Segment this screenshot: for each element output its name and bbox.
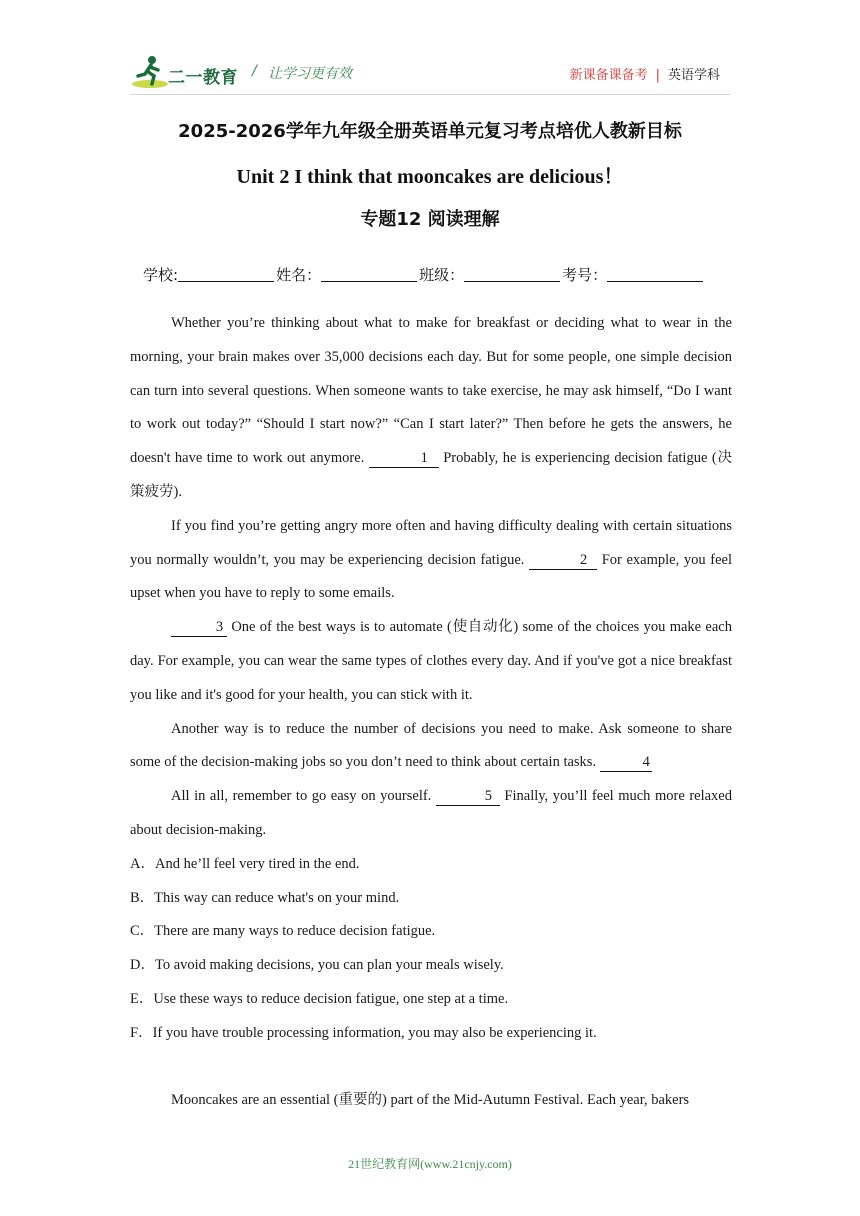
blank-1[interactable]: 1 <box>369 449 439 468</box>
option-a: A．And he’ll feel very tired in the end. <box>130 855 360 872</box>
header-course-label: 新课备课备考 <box>569 68 648 83</box>
section-gap <box>130 1051 732 1085</box>
runner-logo-icon <box>130 54 170 90</box>
blank-4[interactable]: 4 <box>600 753 652 772</box>
option-f: F．If you have trouble processing information, you may also be experiencing it. <box>130 1024 597 1041</box>
passage1-paragraph-3: 3 One of the best ways is to automate (使自动化) some of the choices you make each day. For example, you can wear the same types of clothes every day. And if you've got a nice breakfast you like and it's good for your health, you can stick with it. <box>130 619 732 703</box>
logo-text: 二一教育 <box>168 68 238 88</box>
slogan-divider: / <box>252 63 257 79</box>
passage1-paragraph-5: All in all, remember to go easy on yourself. 5 Finally, you’ll feel much more relaxed about decision-making. <box>130 788 732 838</box>
blank-2[interactable]: 2 <box>529 551 597 570</box>
class-label: 班级： <box>419 266 465 284</box>
header-subject: 英语学科 <box>667 68 720 83</box>
option-e: E．Use these ways to reduce decision fatigue, one step at a time. <box>130 990 509 1007</box>
unit-title: Unit 2 I think that mooncakes are delicious！ <box>236 166 624 188</box>
page-header <box>130 54 730 94</box>
blank-5[interactable]: 5 <box>436 787 500 806</box>
header-separator: | <box>655 68 660 83</box>
option-d: D．To avoid making decisions, you can plan your meals wisely. <box>130 957 504 974</box>
exam-number-label: 考号： <box>562 266 608 284</box>
passage1-paragraph-1: Whether you’re thinking about what to make for breakfast or deciding what to wear in the morning, your brain makes over 35,000 decisions each day. But for some people, one simple decision can turn into several questions. When someone wants to take exercise, he may ask himself, “Do I want to work out today?” “Should I start now?” “Can I start later?” Then before he gets the answers, he doesn't have time to work out anymore. 1 Probably, he is experiencing decision fatigue (决策疲劳). <box>130 315 732 500</box>
topic-title: 专题12 阅读理解 <box>360 209 500 230</box>
logo <box>130 54 250 90</box>
reading-content <box>130 307 732 1118</box>
passage1-paragraph-4: Another way is to reduce the number of decisions you need to make. Ask someone to share some of the decision-making jobs so you don’t need to think about certain tasks. 4 <box>130 720 732 771</box>
page-footer: 21世纪教育网(www.21cnjy.com) <box>348 1157 512 1171</box>
option-b: B．This way can reduce what's on your mind. <box>130 889 400 906</box>
name-label: 姓名： <box>276 266 322 284</box>
passage1-paragraph-2: If you find you’re getting angry more often and having difficulty dealing with certain situations you normally wouldn’t, you may be experiencing decision fatigue. 2 For example, you feel upset when you have to reply to some emails. <box>130 517 732 602</box>
slogan: 让学习更有效 <box>268 66 352 82</box>
school-label: 学校: <box>143 266 179 284</box>
school-blank[interactable] <box>178 267 274 282</box>
student-info-line <box>143 264 705 285</box>
document-title: 2025-2026学年九年级全册英语单元复习考点培优人教新目标 <box>178 121 682 142</box>
option-c: C．There are many ways to reduce decision fatigue. <box>130 923 436 940</box>
passage2-paragraph-1: Mooncakes are an essential (重要的) part of the Mid-Autumn Festival. Each year, bakers <box>171 1092 690 1109</box>
name-blank[interactable] <box>321 267 417 282</box>
header-divider <box>130 94 730 95</box>
header-right <box>570 64 720 83</box>
blank-3[interactable]: 3 <box>171 618 227 637</box>
exam-number-blank[interactable] <box>607 267 703 282</box>
class-blank[interactable] <box>464 267 560 282</box>
